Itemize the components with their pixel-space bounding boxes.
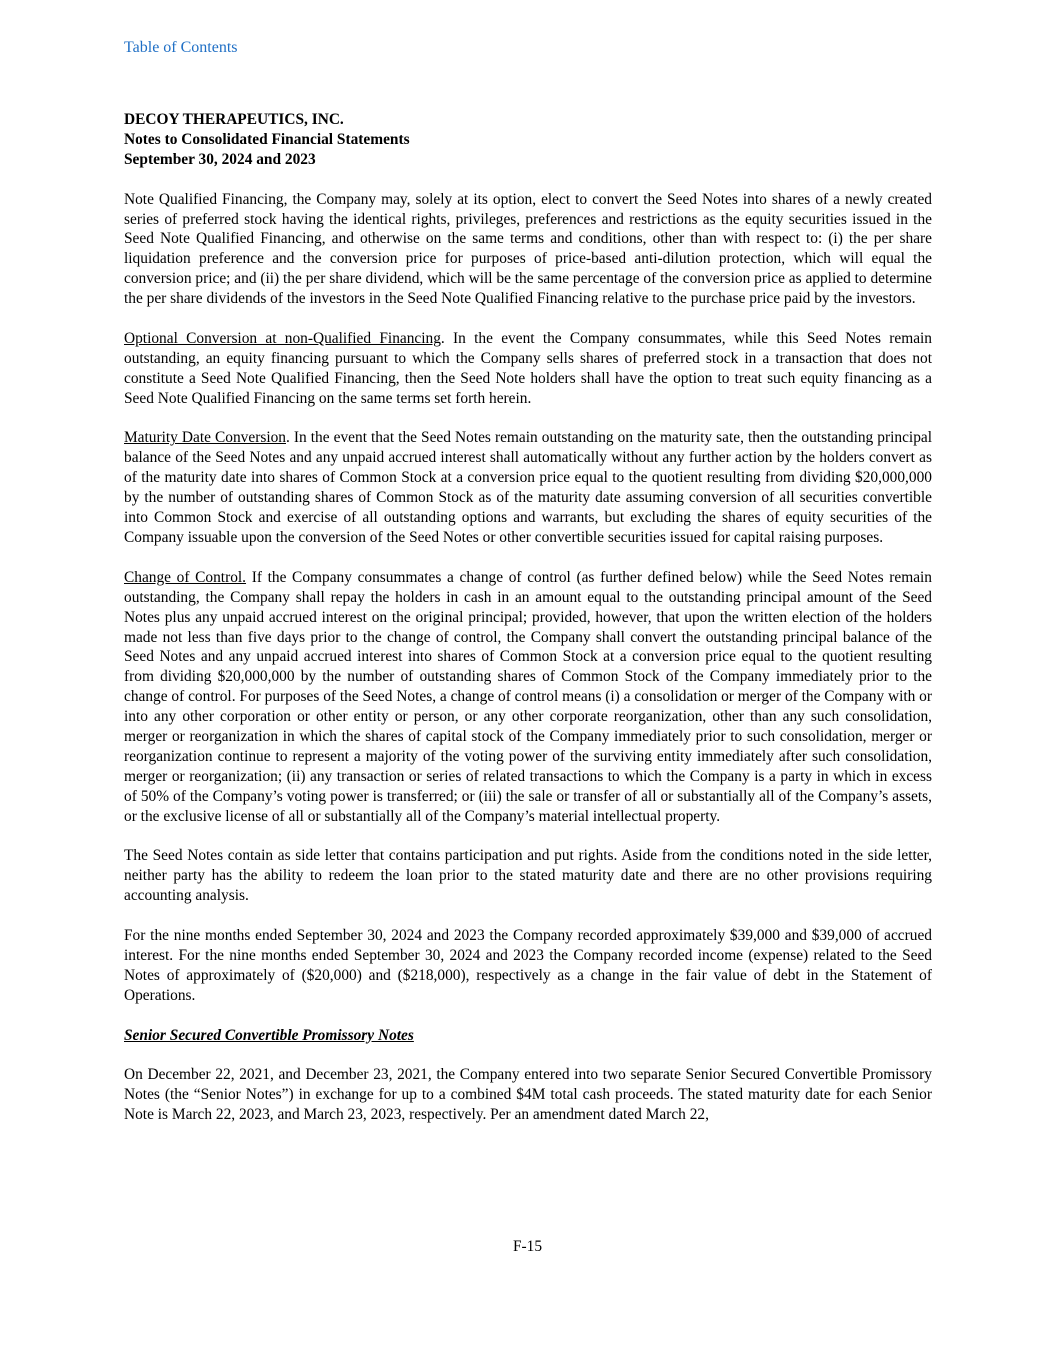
change-of-control-heading: Change of Control.: [124, 568, 247, 586]
statement-period: September 30, 2024 and 2023: [124, 150, 316, 168]
page-number: F-15: [512, 1238, 543, 1255]
document-body: [124, 110, 932, 1145]
table-of-contents-link[interactable]: Table of Contents: [124, 39, 238, 56]
paragraph-maturity-date-conversion: [124, 428, 932, 547]
paragraph-qualified-financing: Note Qualified Financing, the Company may, solely at its option, elect to convert the Seed Notes into shares of a newly created series of preferred stock having the identical rights, privileges, preferences and restrictions as the equity securities issued in the Seed Note Qualified Financing, and otherwise on the same terms and conditions, other than with respect to: (i) the per share liquidation preference and the conversion price for purposes of price-based anti-dilution protection, which will equal the conversion price; and (ii) the per share dividend, which will be the same percentage of the conversion price as applied to determine the per share dividends of the investors in the Seed Note Qualified Financing relative to the purchase price paid by the investors.: [124, 190, 932, 308]
paragraph-optional-conversion: [124, 329, 932, 409]
company-name: DECOY THERAPEUTICS, INC.: [124, 111, 344, 128]
section-heading-senior-notes: Senior Secured Convertible Promissory Notes: [124, 1026, 414, 1044]
paragraph-senior-notes: On December 22, 2021, and December 23, 2021, the Company entered into two separate Senior Secured Convertible Promissory Notes (the “Senior Notes”) in exchange for up to a combined $4M total cash proceeds. The stated maturity date for each Senior Note is March 22, 2023, and March 23, 2023, respectively. Per an amendment dated March 22,: [124, 1066, 932, 1124]
paragraph-side-letter: The Seed Notes contain as side letter that contains participation and put rights. Aside from the conditions noted in the side letter, neither party has the ability to redeem the loan prior to the stated maturity date and there are no other provisions requiring accounting analysis.: [124, 847, 932, 905]
maturity-date-conversion-body: . In the event that the Seed Notes remain outstanding on the maturity sate, then the outstanding principal balance of the Seed Notes and any unpaid accrued interest shall automatically without any further action by the holders convert as of the maturity date into shares of Common Stock at a conversion price equal to the quotient resulting from dividing $20,000,000 by the number of outstanding shares of Common Stock as of the maturity date assuming conversion of all securities convertible into Common Stock and exercise of all outstanding options and warrants, but excluding the shares of equity securities of the Company issuable upon the conversion of the Seed Notes or other convertible securities issued for capital raising purposes.: [124, 429, 932, 546]
optional-conversion-body: . In the event the Company consummates, while this Seed Notes remain outstanding, an equity financing pursuant to which the Company sells shares of preferred stock in a transaction that does not constitute a Seed Note Qualified Financing, then the Seed Note holders shall have the option to treat such equity financing as a Seed Note Qualified Financing on the same terms set forth herein.: [124, 329, 932, 407]
document-header: [124, 110, 932, 170]
paragraph-change-of-control: [124, 568, 932, 827]
change-of-control-body: If the Company consummates a change of control (as further defined below) while the Seed Notes remain outstanding, the Company shall repay the holders in cash in an amount equal to the outstanding principal amount of the Seed Notes plus any unpaid accrued interest on the original principal; provided, however, that upon the written election of the holders made not less than five days prior to the change of control, the Company shall convert the outstanding principal balance of the Seed Notes and any unpaid accrued interest into shares of Common Stock at a conversion price equal to the quotient resulting from dividing $20,000,000 by the number of outstanding shares of Common Stock of the Company immediately prior to the change of control. For purposes of the Seed Notes, a change of control means (i) a consolidation or merger of the Company with or into any other corporation or other entity or person, or any other corporate reorganization, other than any such consolidation, merger or reorganization in which the shares of capital stock of the Company immediately prior to such consolidation, merger or reorganization continue to represent a majority of the voting power of the surviving entity immediately after such consolidation, merger or reorganization; (ii) any transaction or series of related transactions to which the Company is a party in which in excess of 50% of the Company’s voting power is transferred; or (iii) the sale or transfer of all or substantially all of the Company’s assets, or the exclusive license of all or substantially all of the Company’s material intellectual property.: [124, 568, 932, 825]
statement-subtitle: Notes to Consolidated Financial Statements: [124, 130, 410, 148]
paragraph-accrued-interest: For the nine months ended September 30, 2024 and 2023 the Company recorded approximately $39,000 and $39,000 of accrued interest. For the nine months ended September 30, 2024 and 2023 the Company recorded income (expense) related to the Seed Notes of approximately of ($20,000) and ($218,000), respectively as a change in the fair value of debt in the Statement of Operations.: [124, 927, 932, 1004]
maturity-date-conversion-heading: Maturity Date Conversion: [124, 429, 286, 447]
optional-conversion-heading: Optional Conversion at non-Qualified Financing: [124, 329, 441, 347]
